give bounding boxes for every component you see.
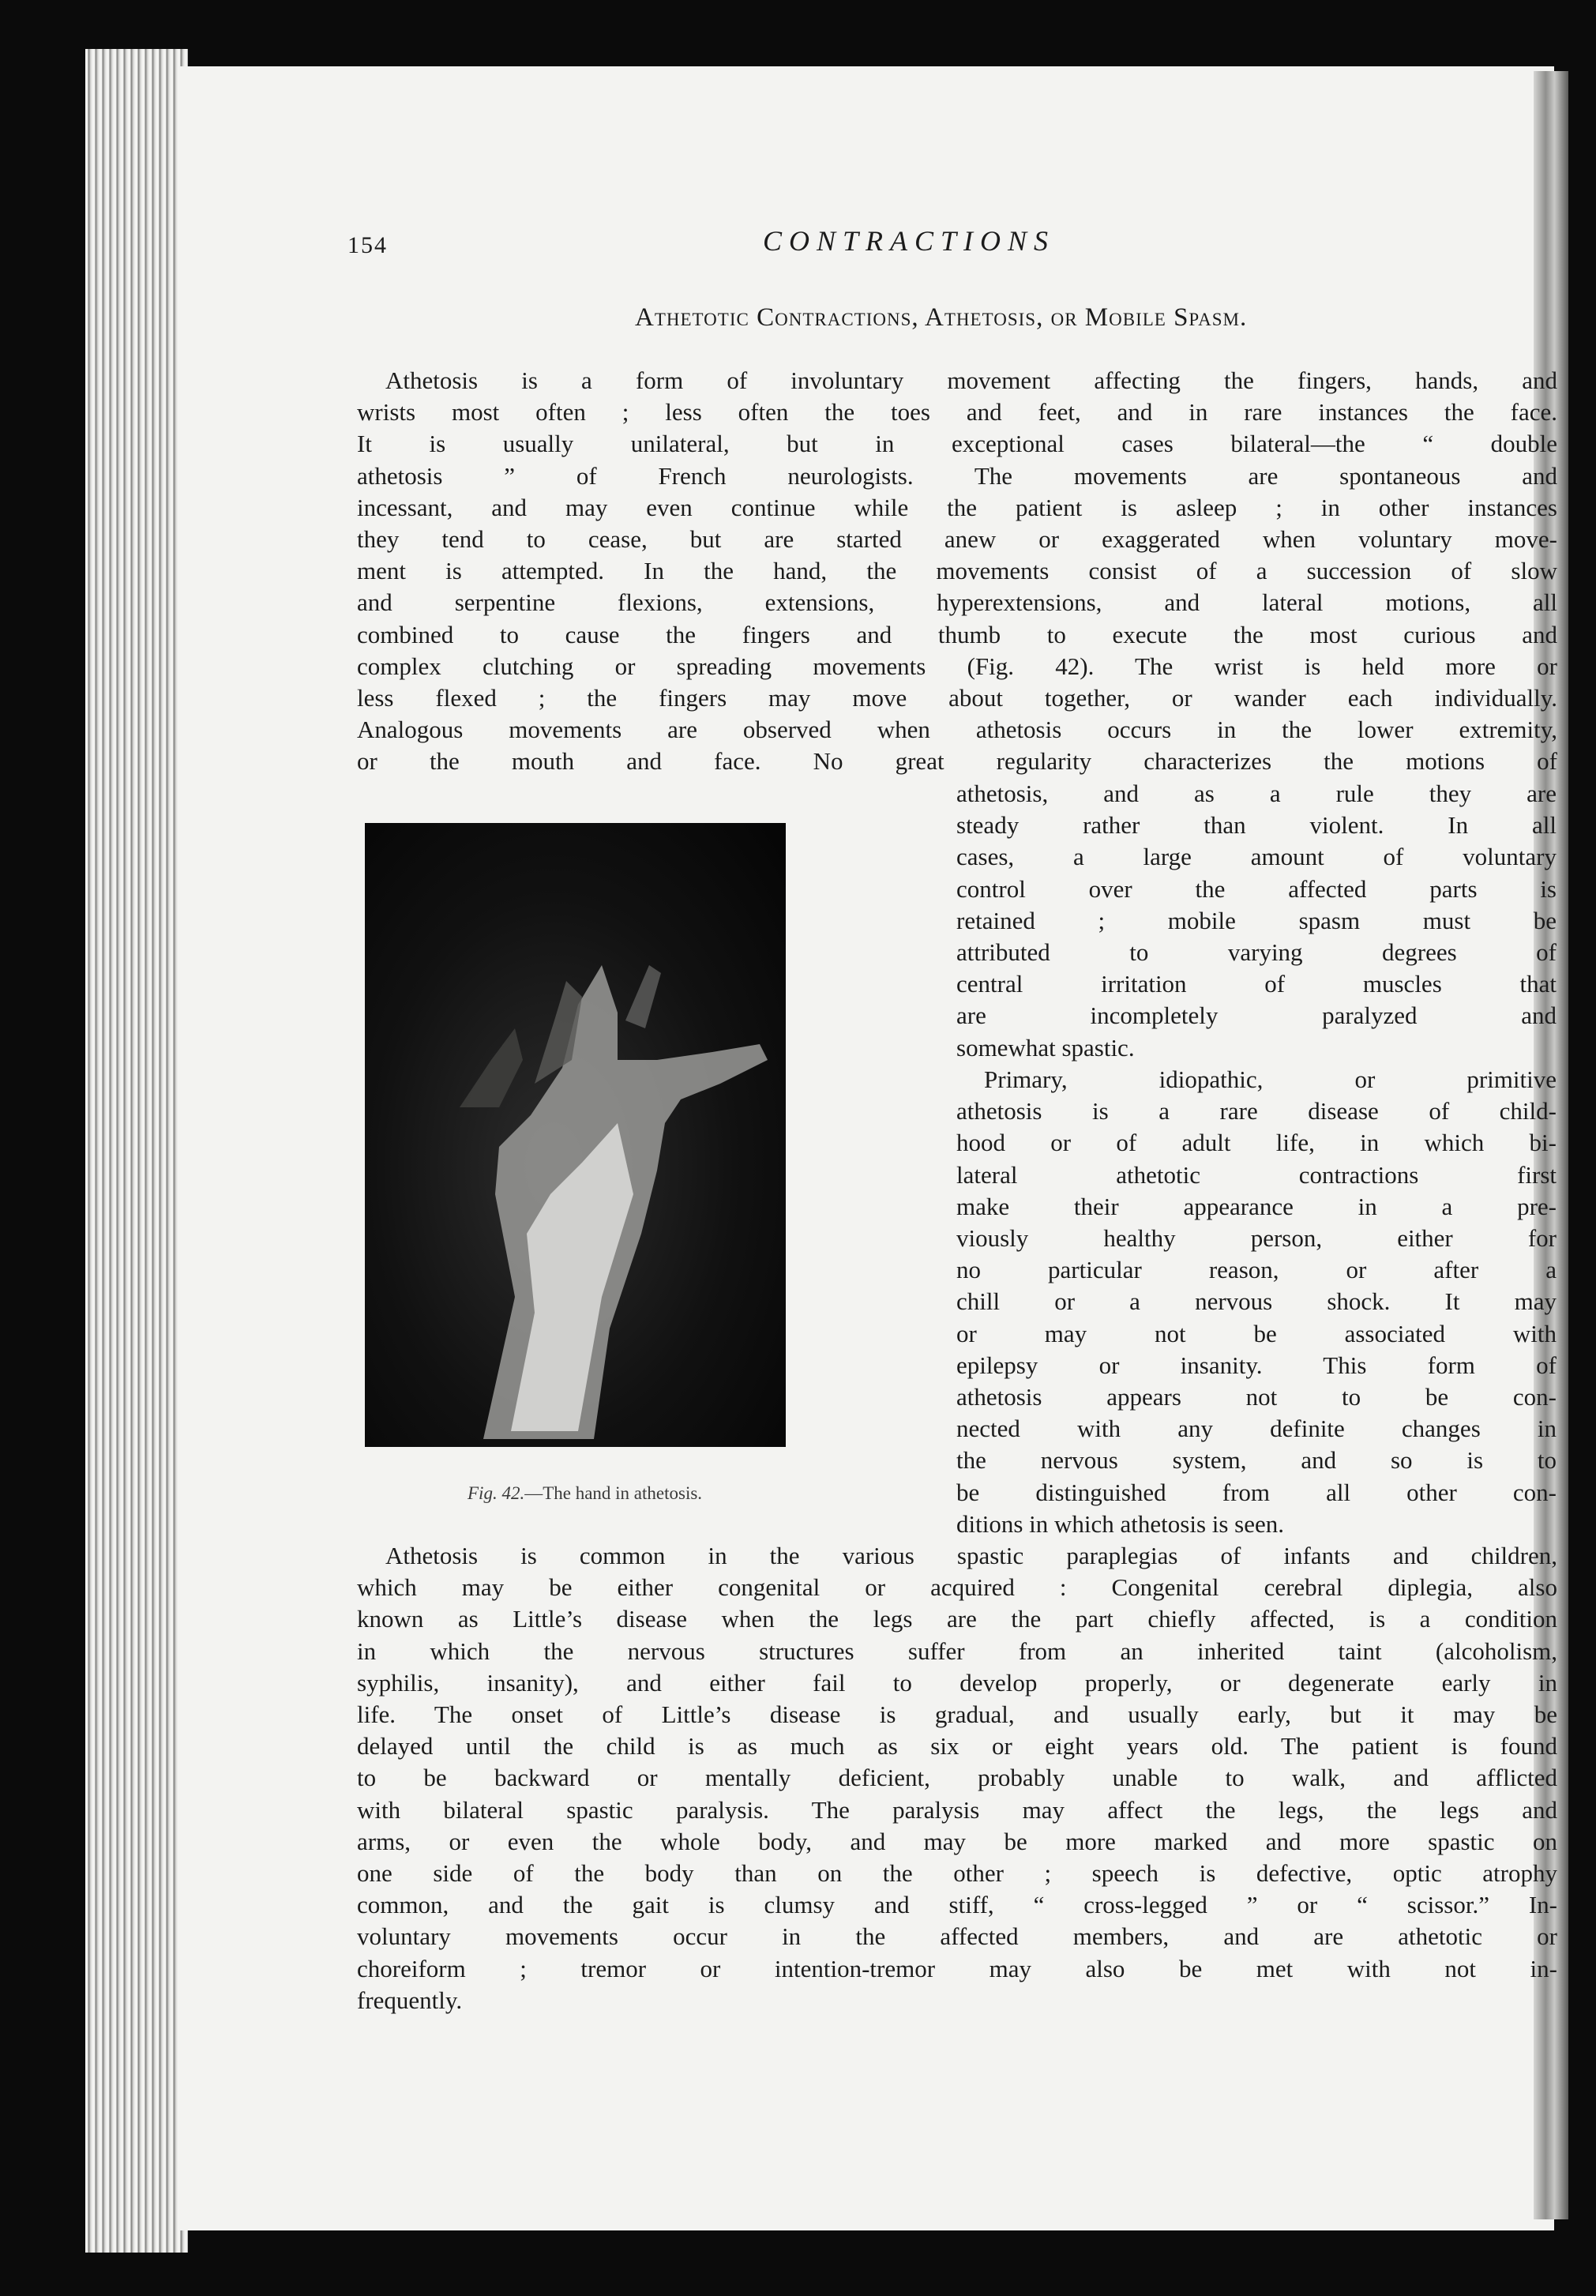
text-line: voluntary movements occur in the affected members, and are athetotic or (357, 1922, 1557, 1951)
text-line: syphilis, insanity), and either fail to develop properly, or degenerate early in (357, 1668, 1557, 1697)
text-line: athetosis is a rare disease of child- (956, 1097, 1557, 1125)
running-head: CONTRACTIONS (763, 225, 1056, 257)
text-line: less flexed ; the fingers may move about together, or wander each individually. (357, 684, 1557, 712)
text-line: chill or a nervous shock. It may (956, 1287, 1557, 1316)
text-line: delayed until the child is as much as six or eight years old. The patient is found (357, 1732, 1557, 1761)
text-line: and serpentine flexions, extensions, hyperextensions, and lateral motions, all (357, 588, 1557, 617)
text-line: athetosis appears not to be con- (956, 1383, 1557, 1411)
text-line: steady rather than violent. In all (956, 811, 1557, 840)
text-line: or may not be associated with (956, 1319, 1557, 1347)
text-line: in which the nervous structures suffer from an inherited taint (alcoholism, (357, 1637, 1557, 1665)
section-title: Athetotic Contractions, Athetosis, or Mobile Spasm. (635, 303, 1248, 332)
text-line: Analogous movements are observed when athetosis occurs in the lower extremity, (357, 716, 1557, 744)
text-line: life. The onset of Little’s disease is gradual, and usually early, but it may be (357, 1700, 1557, 1728)
text-line: which may be either congenital or acquired : Congenital cerebral diplegia, also (357, 1573, 1557, 1602)
text-line: arms, or even the whole body, and may be more marked and more spastic on (357, 1827, 1557, 1855)
text-line: It is usually unilateral, but in exceptional cases bilateral—the “ double (357, 430, 1557, 458)
text-line: retained ; mobile spasm must be (956, 906, 1557, 934)
figure-caption-text: —The hand in athetosis. (524, 1483, 703, 1503)
text-line: combined to cause the fingers and thumb to execute the most curious and (357, 620, 1557, 648)
text-line: athetosis, and as a rule they are (956, 780, 1557, 807)
text-line: wrists most often ; less often the toes and feet, and in rare instances the face. (357, 398, 1557, 427)
text-line: choreiform ; tremor or intention-tremor may also be met with not in- (357, 1954, 1557, 1982)
text-line: or the mouth and face. No great regularity characterizes the motions of (357, 747, 1557, 776)
page-number: 154 (347, 232, 388, 258)
book-page-edges (85, 49, 188, 2253)
text-line: they tend to cease, but are started anew or exaggerated when voluntary move- (357, 525, 1557, 553)
text-line: somewhat spastic. (956, 1033, 1135, 1062)
text-line: central irritation of muscles that (956, 970, 1557, 998)
text-line: hood or of adult life, in which bi- (956, 1129, 1557, 1157)
text-line: ment is attempted. In the hand, the movements consist of a succession of slow (357, 557, 1557, 585)
figure-caption (468, 1483, 702, 1504)
text-line: nected with any definite changes in (956, 1415, 1557, 1443)
text-line: attributed to varying degrees of (956, 938, 1557, 966)
page-content (178, 66, 1557, 2230)
text-line: frequently. (357, 1986, 463, 2014)
text-line: Athetosis is a form of involuntary movement affecting the fingers, hands, and (385, 366, 1557, 394)
text-line: are incompletely paralyzed and (956, 1001, 1557, 1030)
text-line: Primary, idiopathic, or primitive (984, 1065, 1557, 1093)
text-line: lateral athetotic contractions first (956, 1160, 1557, 1189)
text-line: incessant, and may even continue while the patient is asleep ; in other instances (357, 493, 1557, 521)
text-line: control over the affected parts is (956, 874, 1557, 903)
text-line: make their appearance in a pre- (956, 1192, 1557, 1220)
text-line: Athetosis is common in the various spastic paraplegias of infants and children, (385, 1542, 1557, 1569)
text-line: no particular reason, or after a (956, 1256, 1557, 1284)
text-line: the nervous system, and so is to (956, 1446, 1557, 1475)
text-line: to be backward or mentally deficient, probably unable to walk, and afflicted (357, 1764, 1557, 1792)
figure-photo (365, 823, 786, 1447)
text-line: common, and the gait is clumsy and stiff, “ cross-legged ” or “ scissor.” In- (357, 1891, 1557, 1919)
text-line: complex clutching or spreading movements (Fig. 42). The wrist is held more or (357, 652, 1557, 680)
text-line: one side of the body than on the other ; speech is defective, optic atrophy (357, 1859, 1557, 1887)
figure-caption-label: Fig. 42. (468, 1483, 525, 1503)
text-line: be distinguished from all other con- (956, 1478, 1557, 1506)
text-line: known as Little’s disease when the legs are the part chiefly affected, is a condition (357, 1605, 1557, 1633)
text-line: with bilateral spastic paralysis. The paralysis may affect the legs, the legs and (357, 1795, 1557, 1824)
hand-photo-graphic (365, 823, 786, 1447)
text-line: epilepsy or insanity. This form of (956, 1351, 1557, 1379)
text-line: viously healthy person, either for (956, 1224, 1557, 1252)
text-line: athetosis ” of French neurologists. The movements are spontaneous and (357, 461, 1557, 490)
text-line: cases, a large amount of voluntary (956, 843, 1557, 871)
text-line: ditions in which athetosis is seen. (956, 1509, 1285, 1538)
